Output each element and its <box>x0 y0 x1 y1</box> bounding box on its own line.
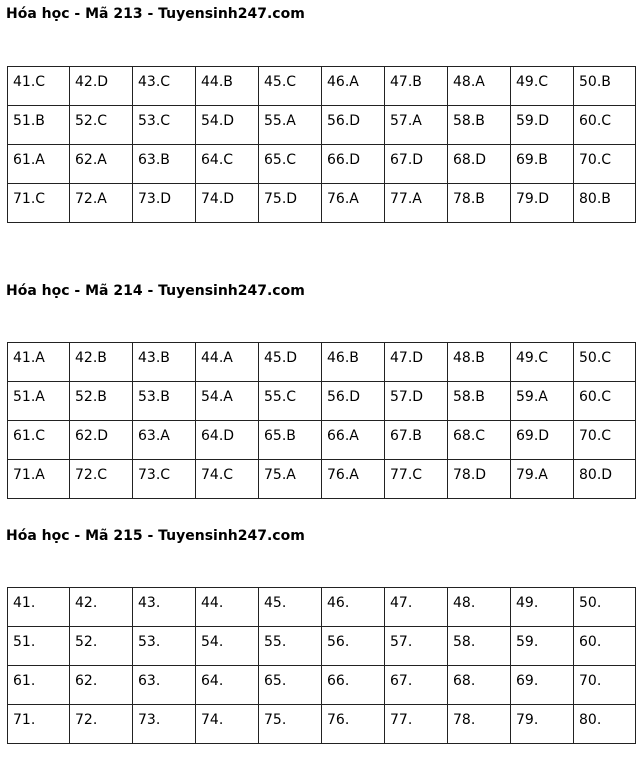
answer-cell: 43.C <box>133 67 196 106</box>
answer-cell: 54.A <box>196 382 259 421</box>
answer-cell: 72.A <box>70 184 133 223</box>
answer-cell: 56.D <box>322 382 385 421</box>
answer-cell: 78.B <box>448 184 511 223</box>
answer-cell: 65.B <box>259 421 322 460</box>
answer-cell: 59. <box>511 627 574 666</box>
answer-cell: 58.B <box>448 382 511 421</box>
answer-cell: 48.A <box>448 67 511 106</box>
answer-cell: 76. <box>322 705 385 744</box>
answer-cell: 51. <box>8 627 70 666</box>
answer-cell: 79.A <box>511 460 574 499</box>
section-title-ma-213: Hóa học - Mã 213 - Tuyensinh247.com <box>6 6 305 22</box>
table-row <box>8 382 636 421</box>
answer-cell: 74.D <box>196 184 259 223</box>
answer-cell: 64.C <box>196 145 259 184</box>
answer-cell: 65.C <box>259 145 322 184</box>
answer-cell: 71. <box>8 705 70 744</box>
table-row <box>8 145 636 184</box>
answer-cell: 62.A <box>70 145 133 184</box>
answer-cell: 68.D <box>448 145 511 184</box>
answer-cell: 67.B <box>385 421 448 460</box>
answer-cell: 75.A <box>259 460 322 499</box>
answer-cell: 47.B <box>385 67 448 106</box>
answer-cell: 68. <box>448 666 511 705</box>
answer-cell: 49. <box>511 588 574 627</box>
answer-cell: 54. <box>196 627 259 666</box>
answer-cell: 79.D <box>511 184 574 223</box>
answer-cell: 48.B <box>448 343 511 382</box>
answer-cell: 70.C <box>574 421 636 460</box>
answer-cell: 73. <box>133 705 196 744</box>
answer-cell: 59.A <box>511 382 574 421</box>
answer-cell: 45. <box>259 588 322 627</box>
answer-table-ma-215 <box>7 587 636 744</box>
answer-cell: 69. <box>511 666 574 705</box>
answer-cell: 78. <box>448 705 511 744</box>
answer-cell: 64.D <box>196 421 259 460</box>
answer-cell: 77. <box>385 705 448 744</box>
answer-cell: 44. <box>196 588 259 627</box>
table-row <box>8 588 636 627</box>
answer-cell: 75. <box>259 705 322 744</box>
answer-cell: 58.B <box>448 106 511 145</box>
answer-cell: 44.A <box>196 343 259 382</box>
answer-cell: 52.B <box>70 382 133 421</box>
answer-cell: 59.D <box>511 106 574 145</box>
answer-cell: 60. <box>574 627 636 666</box>
answer-cell: 71.A <box>8 460 70 499</box>
answer-cell: 57.D <box>385 382 448 421</box>
answer-cell: 47. <box>385 588 448 627</box>
answer-cell: 70. <box>574 666 636 705</box>
answer-cell: 41. <box>8 588 70 627</box>
table-row <box>8 343 636 382</box>
answer-cell: 55.C <box>259 382 322 421</box>
section-title-ma-214: Hóa học - Mã 214 - Tuyensinh247.com <box>6 283 305 299</box>
answer-cell: 73.D <box>133 184 196 223</box>
answer-cell: 75.D <box>259 184 322 223</box>
answer-cell: 65. <box>259 666 322 705</box>
answer-cell: 63. <box>133 666 196 705</box>
answer-cell: 69.B <box>511 145 574 184</box>
answer-cell: 49.C <box>511 343 574 382</box>
answer-cell: 60.C <box>574 382 636 421</box>
answer-cell: 77.A <box>385 184 448 223</box>
answer-cell: 57.A <box>385 106 448 145</box>
answer-cell: 58. <box>448 627 511 666</box>
answer-cell: 41.A <box>8 343 70 382</box>
answer-cell: 80.B <box>574 184 636 223</box>
answer-cell: 44.B <box>196 67 259 106</box>
table-row <box>8 627 636 666</box>
answer-cell: 56. <box>322 627 385 666</box>
answer-cell: 51.B <box>8 106 70 145</box>
answer-cell: 53.B <box>133 382 196 421</box>
answer-cell: 43. <box>133 588 196 627</box>
answer-cell: 62. <box>70 666 133 705</box>
answer-cell: 80. <box>574 705 636 744</box>
answer-cell: 61.C <box>8 421 70 460</box>
answer-cell: 54.D <box>196 106 259 145</box>
answer-cell: 67.D <box>385 145 448 184</box>
answer-cell: 48. <box>448 588 511 627</box>
table-row <box>8 184 636 223</box>
answer-cell: 50.B <box>574 67 636 106</box>
answer-cell: 63.A <box>133 421 196 460</box>
table-row <box>8 460 636 499</box>
answer-cell: 67. <box>385 666 448 705</box>
answer-cell: 72. <box>70 705 133 744</box>
answer-cell: 52. <box>70 627 133 666</box>
answer-cell: 77.C <box>385 460 448 499</box>
answer-cell: 42.B <box>70 343 133 382</box>
answer-cell: 43.B <box>133 343 196 382</box>
answer-cell: 47.D <box>385 343 448 382</box>
answer-cell: 41.C <box>8 67 70 106</box>
answer-table-ma-213 <box>7 66 636 223</box>
answer-cell: 46.A <box>322 67 385 106</box>
answer-cell: 61.A <box>8 145 70 184</box>
answer-cell: 53. <box>133 627 196 666</box>
table-row <box>8 705 636 744</box>
answer-cell: 68.C <box>448 421 511 460</box>
table-row <box>8 666 636 705</box>
answer-cell: 51.A <box>8 382 70 421</box>
answer-cell: 52.C <box>70 106 133 145</box>
answer-cell: 55.A <box>259 106 322 145</box>
answer-cell: 69.D <box>511 421 574 460</box>
answer-cell: 64. <box>196 666 259 705</box>
answer-cell: 42.D <box>70 67 133 106</box>
answer-cell: 62.D <box>70 421 133 460</box>
answer-cell: 78.D <box>448 460 511 499</box>
answer-cell: 80.D <box>574 460 636 499</box>
answer-cell: 73.C <box>133 460 196 499</box>
answer-cell: 56.D <box>322 106 385 145</box>
answer-cell: 79. <box>511 705 574 744</box>
answer-cell: 61. <box>8 666 70 705</box>
answer-cell: 76.A <box>322 460 385 499</box>
answer-cell: 45.D <box>259 343 322 382</box>
answer-cell: 50.C <box>574 343 636 382</box>
answer-cell: 49.C <box>511 67 574 106</box>
answer-cell: 66.D <box>322 145 385 184</box>
answer-cell: 66. <box>322 666 385 705</box>
answer-cell: 71.C <box>8 184 70 223</box>
answer-cell: 74. <box>196 705 259 744</box>
answer-cell: 53.C <box>133 106 196 145</box>
answer-cell: 70.C <box>574 145 636 184</box>
section-title-ma-215: Hóa học - Mã 215 - Tuyensinh247.com <box>6 528 305 544</box>
answer-cell: 66.A <box>322 421 385 460</box>
answer-cell: 74.C <box>196 460 259 499</box>
answer-cell: 72.C <box>70 460 133 499</box>
answer-cell: 50. <box>574 588 636 627</box>
answer-cell: 46. <box>322 588 385 627</box>
table-row <box>8 67 636 106</box>
answer-cell: 76.A <box>322 184 385 223</box>
answer-cell: 46.B <box>322 343 385 382</box>
answer-table-ma-214 <box>7 342 636 499</box>
table-row <box>8 421 636 460</box>
answer-cell: 60.C <box>574 106 636 145</box>
answer-cell: 63.B <box>133 145 196 184</box>
table-row <box>8 106 636 145</box>
answer-cell: 57. <box>385 627 448 666</box>
answer-cell: 55. <box>259 627 322 666</box>
answer-cell: 45.C <box>259 67 322 106</box>
answer-cell: 42. <box>70 588 133 627</box>
